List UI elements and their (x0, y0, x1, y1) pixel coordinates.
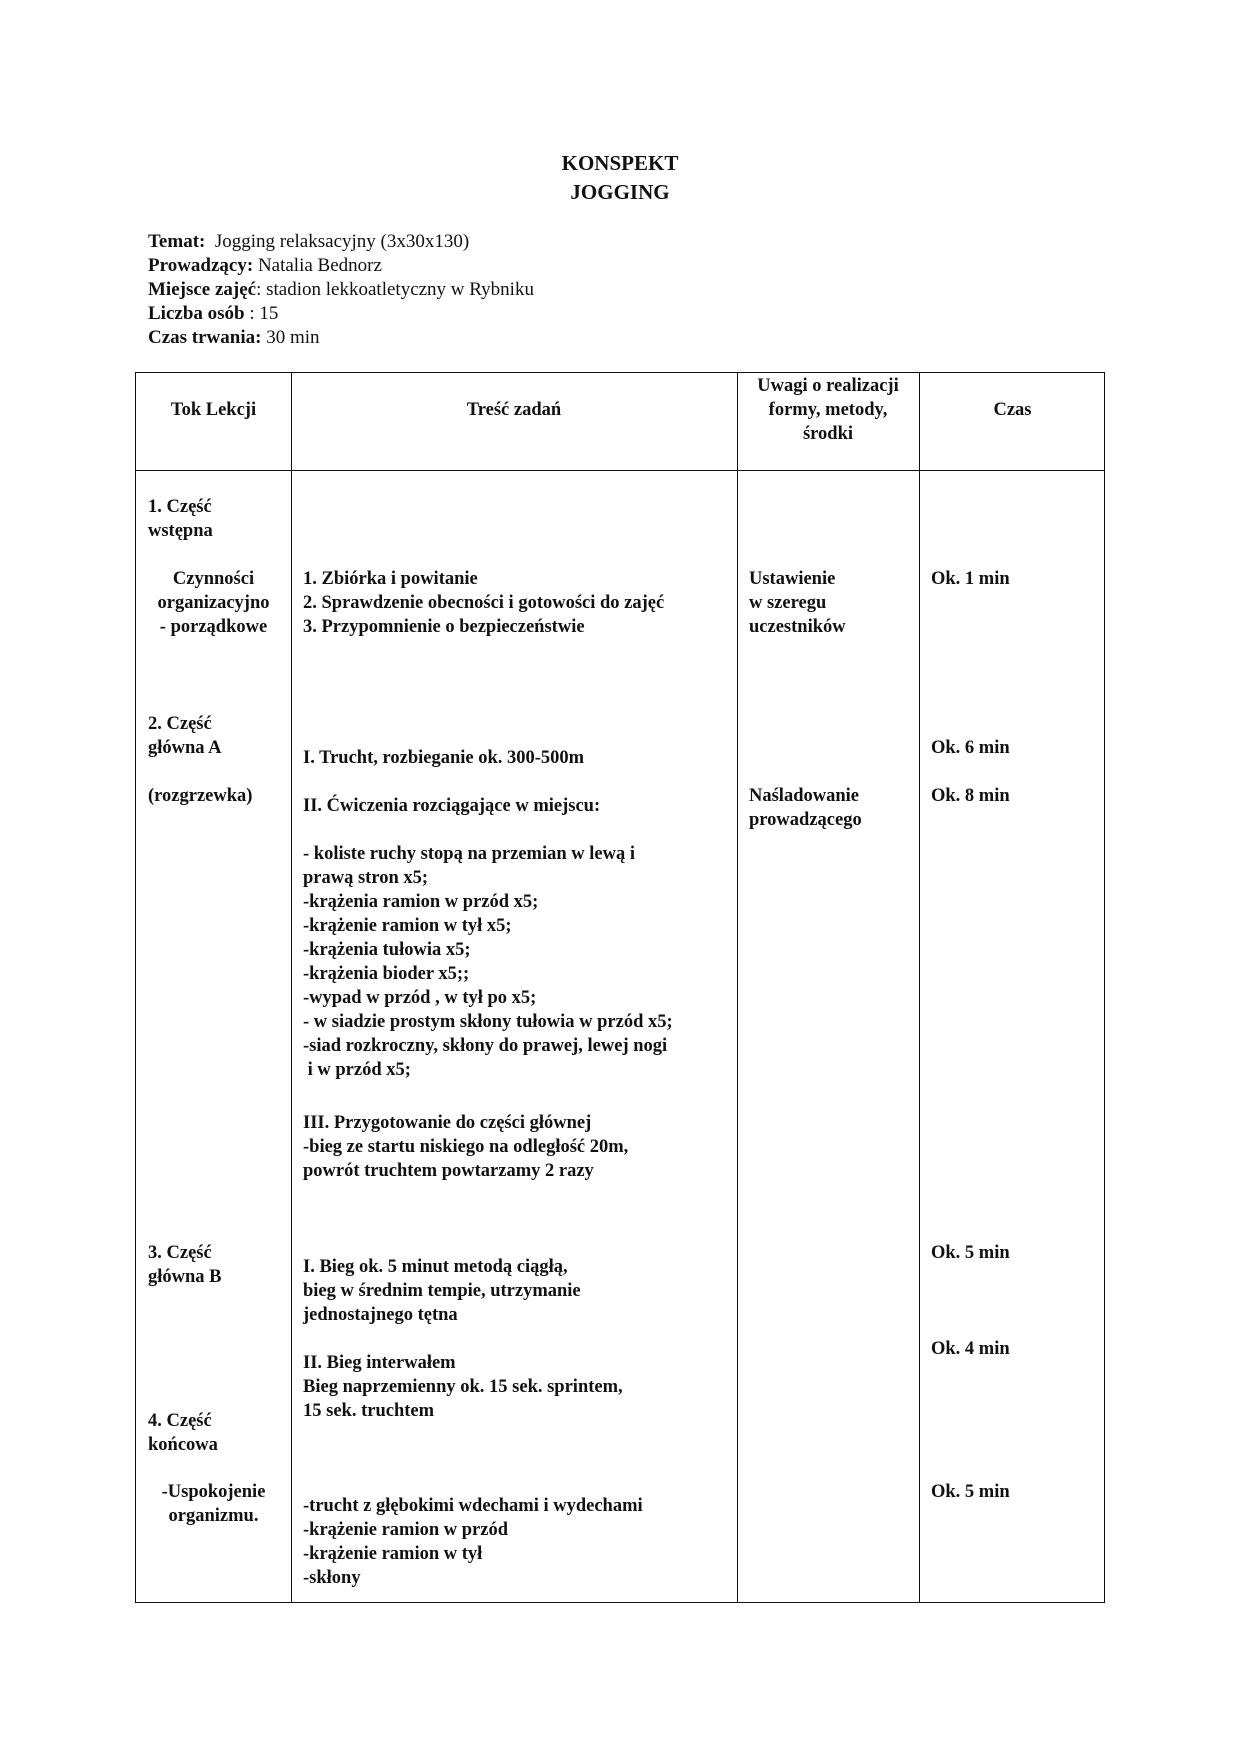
meta-czas-value: 30 min (261, 327, 320, 348)
section-subtitle: (rozgrzewka) (148, 786, 253, 806)
time-value: Ok. 5 min (931, 1243, 1010, 1263)
task-line: powrót truchtem powtarzamy 2 razy (303, 1161, 594, 1181)
exercise-item: -siad rozkroczny, skłony do prawej, lewej nogi (303, 1036, 668, 1056)
task-item (303, 1111, 628, 1183)
section-title (148, 712, 222, 760)
meta-liczba-label: Liczba osób (148, 303, 245, 324)
table-divider (136, 470, 1104, 471)
meta-prowadzacy-value: Natalia Bednorz (257, 255, 382, 276)
meta-prowadzacy (148, 254, 534, 278)
section-title (148, 495, 213, 543)
section-title-line: główna A (148, 738, 222, 758)
section-title-line: końcowa (148, 1435, 218, 1455)
document-subtitle: JOGGING (570, 180, 670, 204)
table-divider (291, 373, 292, 1602)
task-item: -skłony (303, 1568, 361, 1588)
exercise-item: -krążenie ramion w tył x5; (303, 916, 512, 936)
meta-miejsce-label: Miejsce zajęć (148, 279, 257, 300)
section-subtitle-line: - porządkowe (159, 617, 268, 637)
task-item: -krążenie ramion w tył (303, 1544, 483, 1564)
task-item: II. Ćwiczenia rozciągające w miejscu: (303, 796, 601, 816)
header-tresc-zadan: Treść zadań (466, 400, 562, 420)
section-subtitle-line: organizmu. (168, 1506, 259, 1526)
meta-czas-label: Czas trwania: (148, 327, 262, 348)
time-value: Ok. 5 min (931, 1482, 1010, 1502)
task-line: jednostajnego tętna (303, 1305, 458, 1325)
section-title (148, 1409, 218, 1457)
meta-temat-label: Temat: (148, 231, 206, 252)
header-uwagi-line: środki (802, 424, 854, 444)
meta-liczba-value: : 15 (244, 303, 279, 324)
meta-liczba (148, 302, 534, 326)
notes (749, 567, 846, 639)
section-title-line: 3. Część (148, 1243, 212, 1263)
notes-line: uczestników (749, 617, 846, 637)
exercise-item: -krążenia tułowia x5; (303, 940, 471, 960)
meta-temat-value: Jogging relaksacyjny (3x30x130) (214, 231, 470, 252)
section-subtitle-line: organizacyjno (157, 593, 270, 613)
meta-temat (148, 230, 534, 254)
task-line: Bieg naprzemienny ok. 15 sek. sprintem, (303, 1377, 623, 1397)
exercise-item: i w przód x5; (303, 1060, 411, 1080)
section-title-line: 4. Część (148, 1411, 212, 1431)
task-item: I. Trucht, rozbieganie ok. 300-500m (303, 748, 585, 768)
exercise-item: - w siadzie prostym skłony tułowia w przód x5; (303, 1012, 673, 1032)
task-line: III. Przygotowanie do części głównej (303, 1113, 592, 1133)
meta-miejsce-value: : stadion lekkoatletyczny w Rybniku (256, 279, 534, 300)
notes-line: prowadzącego (749, 810, 862, 830)
meta-miejsce (148, 278, 534, 302)
task-list (303, 567, 664, 639)
section-title-line: 2. Część (148, 714, 212, 734)
header-tok-lekcji: Tok Lekcji (170, 400, 257, 420)
section-subtitle (136, 567, 291, 639)
task-line: -bieg ze startu niskiego na odległość 20m, (303, 1137, 629, 1157)
header-uwagi-line: formy, metody, (768, 400, 888, 420)
task-item (303, 1351, 623, 1423)
section-subtitle-line: -Uspokojenie (161, 1482, 266, 1502)
notes-line: Naśladowanie (749, 786, 859, 806)
notes-line: Ustawienie (749, 569, 836, 589)
task-item (303, 1255, 581, 1327)
exercise-item: -krążenia ramion w przód x5; (303, 892, 539, 912)
document-title: KONSPEKT (561, 151, 679, 175)
header-czas: Czas (993, 400, 1032, 420)
section-subtitle (136, 1480, 291, 1528)
exercise-item: prawą stron x5; (303, 868, 429, 888)
meta-prowadzacy-label: Prowadzący: (148, 255, 254, 276)
exercise-list (303, 842, 673, 1082)
section-title-line: główna B (148, 1267, 222, 1287)
task-item: 1. Zbiórka i powitanie (303, 569, 478, 589)
task-list (303, 1494, 643, 1590)
exercise-item: - koliste ruchy stopą na przemian w lewą i (303, 844, 635, 864)
task-line: bieg w średnim tempie, utrzymanie (303, 1281, 581, 1301)
notes (749, 784, 862, 832)
task-item: -krążenie ramion w przód (303, 1520, 509, 1540)
exercise-item: -krążenia bioder x5;; (303, 964, 470, 984)
lesson-metadata (148, 230, 534, 350)
time-value: Ok. 4 min (931, 1339, 1010, 1359)
time-value: Ok. 8 min (931, 786, 1010, 806)
time-value: Ok. 6 min (931, 738, 1010, 758)
section-subtitle-line: Czynności (172, 569, 255, 589)
task-item: 2. Sprawdzenie obecności i gotowości do zajęć (303, 593, 665, 613)
header-uwagi (737, 374, 919, 446)
table-divider (919, 373, 920, 1602)
header-uwagi-line: Uwagi o realizacji (757, 376, 899, 396)
section-title-line: wstępna (148, 521, 213, 541)
meta-czas (148, 326, 534, 350)
lesson-table (135, 372, 1105, 1603)
section-title-line: 1. Część (148, 497, 212, 517)
time-value: Ok. 1 min (931, 569, 1010, 589)
exercise-item: -wypad w przód , w tył po x5; (303, 988, 537, 1008)
table-divider (737, 373, 738, 1602)
task-line: II. Bieg interwałem (303, 1353, 456, 1373)
task-item: 3. Przypomnienie o bezpieczeństwie (303, 617, 585, 637)
task-item: -trucht z głębokimi wdechami i wydechami (303, 1496, 643, 1516)
task-line: I. Bieg ok. 5 minut metodą ciągłą, (303, 1257, 568, 1277)
task-line: 15 sek. truchtem (303, 1401, 435, 1421)
section-title (148, 1241, 222, 1289)
notes-line: w szeregu (749, 593, 827, 613)
